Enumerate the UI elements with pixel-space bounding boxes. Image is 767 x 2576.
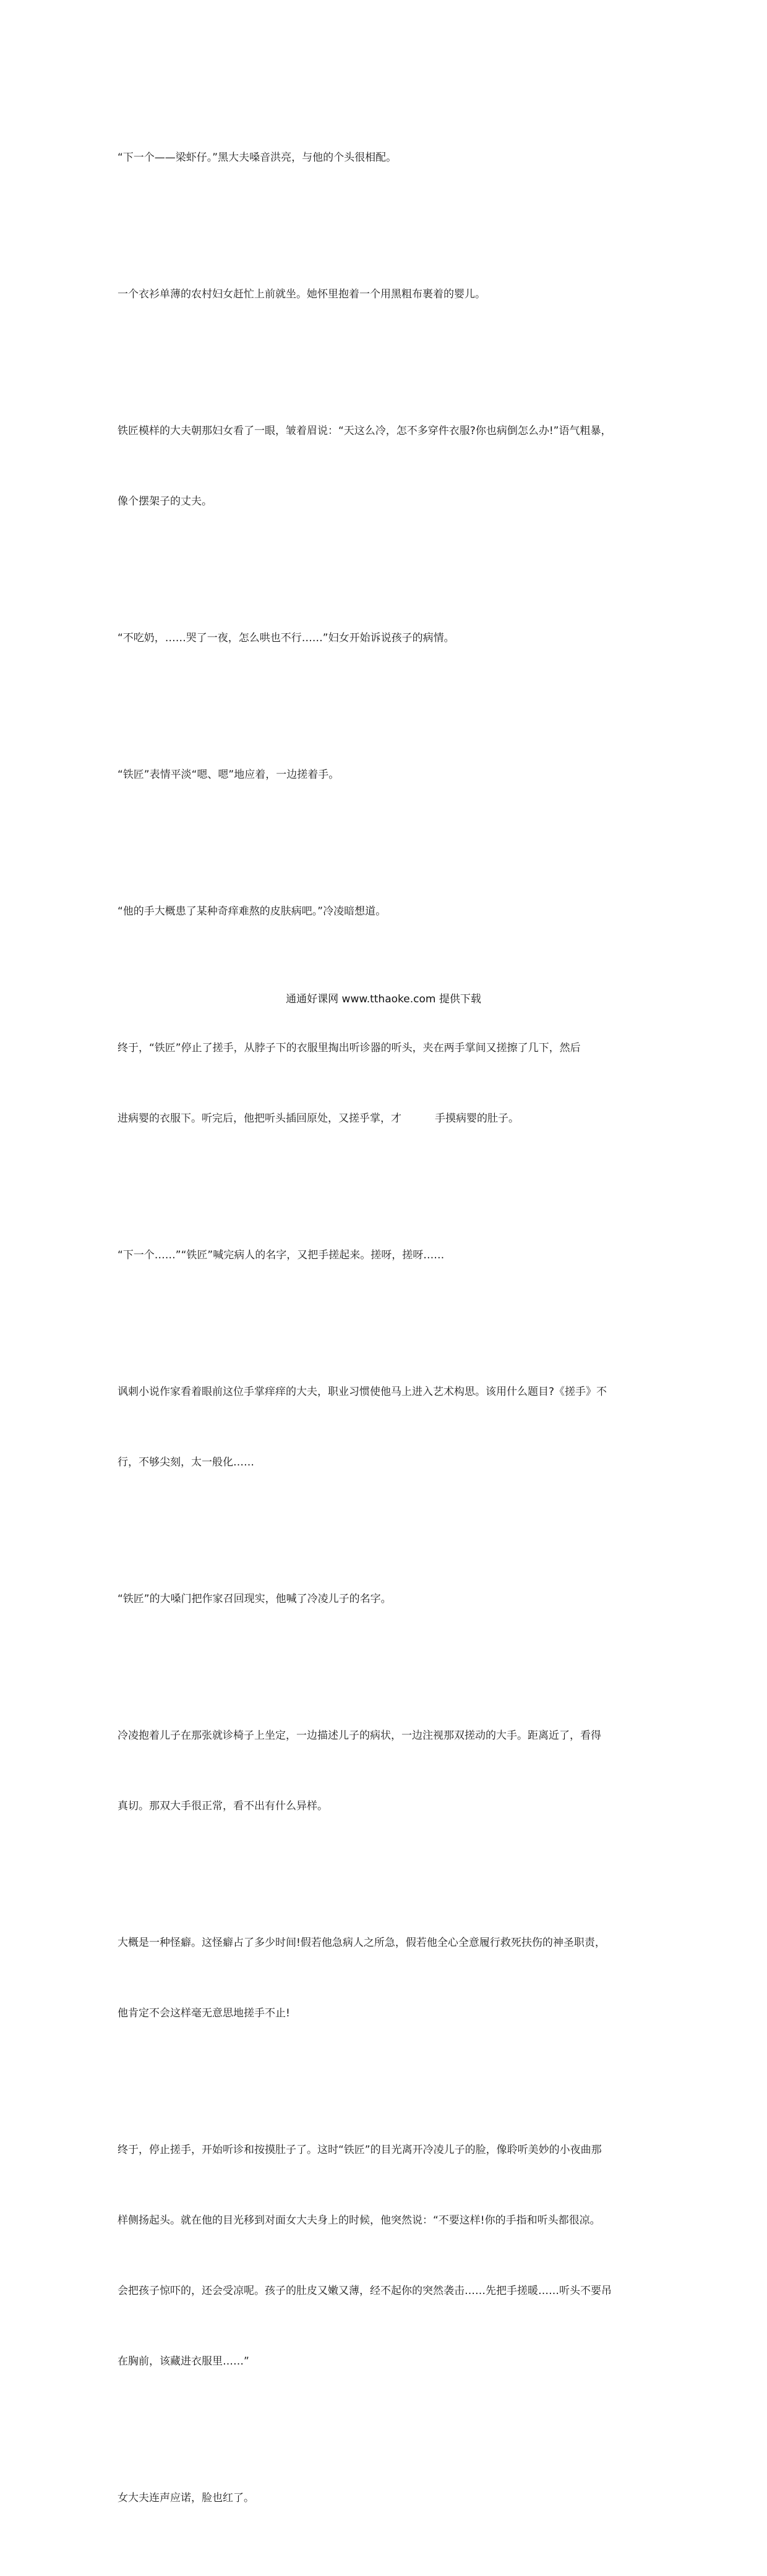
text-line: 冷凌抱着儿子在那张就诊椅子上坐定，一边描述儿子的病状，一边注视那双搓动的大手。距离近了，看得 (118, 1729, 601, 1742)
paragraph (118, 99, 656, 216)
text-line: 大概是一种怪癖。这怪癖占了多少时间!假若他急病人之所急，假若他全心全意履行救死扶伤的神圣职责， (118, 1937, 606, 1949)
text-line: 终于，停止搓手，开始听诊和按摸肚子了。这时“铁匠”的目光离开冷凌儿子的脸，像聆听美妙的小夜曲那 (118, 2144, 602, 2156)
text-line: “下一个……”“铁匠”喊完病人的名字，又把手搓起来。搓呀，搓呀…… (118, 1249, 445, 1261)
paragraph (118, 853, 656, 970)
paragraph (118, 2091, 656, 2420)
text-line: 讽刺小说作家看着眼前这位手掌痒痒的大夫，职业习惯使他马上进入艺术构思。该用什么题目?《搓手》不 (118, 1386, 607, 1398)
text-line: 真切。那双大手很正常，看不出有什么异样。 (118, 1800, 328, 1812)
text-line: 铁匠模样的大夫朝那妇女看了一眼，皱着眉说：“天这么冷，怎不多穿件衣服?你也病倒怎么办!”语气粗暴， (118, 425, 612, 437)
text-line: “不吃奶，……哭了一夜，怎么哄也不行……”妇女开始诉说孩子的病情。 (118, 632, 455, 644)
text-line: “他的手大概患了某种奇痒难熬的皮肤病吧。”冷凌暗想道。 (118, 905, 387, 918)
paragraph (118, 1884, 656, 2072)
text-line: 女大夫连声应诺，脸也红了。 (118, 2492, 254, 2504)
paragraph (118, 236, 656, 353)
paragraph (118, 579, 656, 697)
text-line: 在胸前，该藏进衣服里……” (118, 2355, 249, 2368)
text-line: 会把孩子惊吓的，还会受凉呢。孩子的肚皮又嫩又薄，经不起你的突然袭击……先把手搓暖……听头不要吊 (118, 2285, 612, 2297)
text-line: “铁匠”表情平淡“嗯、嗯”地应着，一边搓着手。 (118, 769, 340, 781)
footer-credit: 通通好课网 www.tthaoke.com 提供下载 (286, 993, 481, 1005)
text-line: “下一个——梁虾仔。”黑大夫嗓音洪亮，与他的个头很相配。 (118, 151, 397, 164)
text-line: “铁匠”的大嗓门把作家召回现实，他喊了冷凌儿子的名字。 (118, 1593, 392, 1605)
text-line: 进病婴的衣服下。听完后，他把听头插回原处，又搓乎掌，才 手摸病婴的肚子。 (118, 1112, 520, 1125)
text-line: 他肯定不会这样毫无意思地搓手不止! (118, 2007, 290, 2019)
paragraph (118, 1333, 656, 1521)
text-line: 行，不够尖刻，太一般化…… (118, 1456, 254, 1469)
paragraph (118, 716, 656, 834)
paragraph (118, 989, 656, 1177)
text-line: 像个摆架子的丈夫。 (118, 495, 212, 508)
text-line: 样侧扬起头。就在他的目光移到对面女大夫身上的时候，他突然说：“不要这样!你的手指和听头都很凉。 (118, 2214, 601, 2227)
paragraph (118, 2439, 656, 2557)
paragraph (118, 372, 656, 560)
paragraph (118, 1540, 656, 1658)
paragraph (118, 1196, 656, 1314)
story-body (118, 99, 656, 2576)
text-line: 一个衣衫单薄的农村妇女赶忙上前就坐。她怀里抱着一个用黑粗布裹着的婴儿。 (118, 288, 486, 301)
paragraph (118, 1677, 656, 1865)
text-line: 终于，“铁匠”停止了搓手，从脖子下的衣服里掏出听诊器的听头，夹在两手掌间又搓擦了几下，然后 (118, 1042, 581, 1054)
